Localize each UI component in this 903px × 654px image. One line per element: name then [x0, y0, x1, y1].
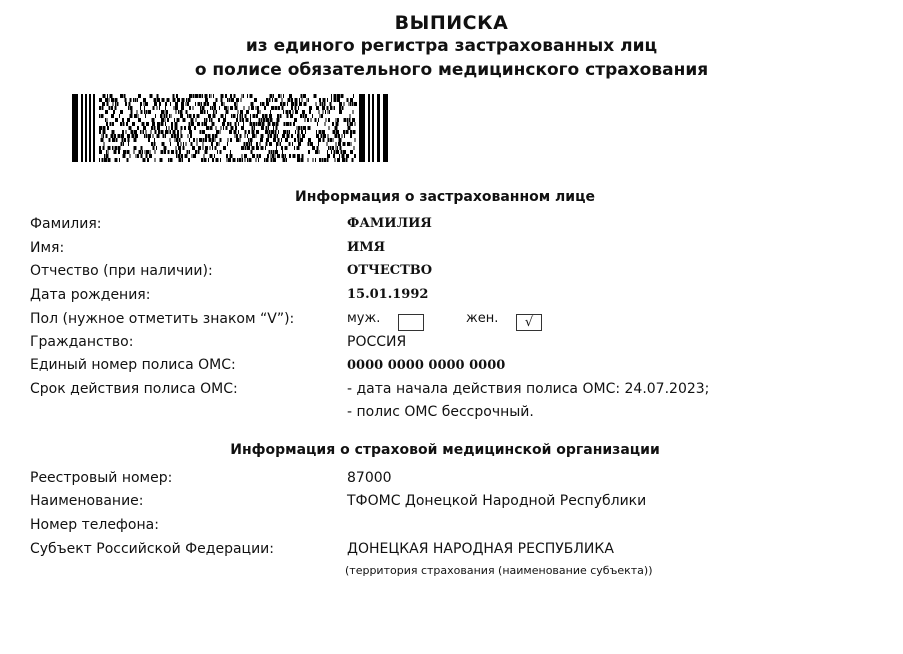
sex-male-label: муж.: [347, 311, 381, 326]
birthdate-label: Дата рождения:: [30, 287, 151, 303]
insurer-name-value: ТФОМС Донецкой Народной Республики: [347, 493, 647, 509]
surname-value: ФАМИЛИЯ: [347, 216, 432, 231]
policy-number-label: Единый номер полиса ОМС:: [30, 357, 236, 373]
citizenship-label: Гражданство:: [30, 334, 134, 350]
patronymic-value: ОТЧЕСТВО: [347, 263, 433, 278]
validity-label: Срок действия полиса ОМС:: [30, 381, 238, 397]
section-title-insurer: Информация о страховой медицинской организации: [230, 442, 660, 458]
title-line-2: из единого регистра застрахованных лиц: [245, 36, 658, 56]
subject-label: Субъект Российской Федерации:: [30, 541, 274, 557]
pdf417-barcode: [72, 94, 388, 162]
birthdate-value: 15.01.1992: [347, 287, 429, 302]
phone-label: Номер телефона:: [30, 517, 159, 533]
subject-value: ДОНЕЦКАЯ НАРОДНАЯ РЕСПУБЛИКА: [347, 541, 614, 557]
surname-label: Фамилия:: [30, 216, 102, 232]
title-vypiska: ВЫПИСКА: [394, 12, 509, 34]
sex-label: Пол (нужное отметить знаком “V”):: [30, 311, 295, 327]
insurer-name-label: Наименование:: [30, 493, 144, 509]
name-value: ИМЯ: [347, 240, 386, 255]
sex-female-label: жен.: [466, 311, 499, 326]
citizenship-value: РОССИЯ: [347, 334, 407, 350]
title-line-3: о полисе обязательного медицинского страхования: [194, 60, 709, 80]
validity-start: - дата начала действия полиса ОМС: 24.07.2023;: [347, 381, 710, 397]
subject-note: (территория страхования (наименование субъекта)): [345, 564, 653, 577]
name-label: Имя:: [30, 240, 65, 256]
section-title-insured: Информация о застрахованном лице: [295, 189, 595, 205]
registry-value: 87000: [347, 470, 392, 486]
policy-number-value: 0000 0000 0000 0000: [347, 358, 506, 373]
sex-female-checkbox[interactable]: √: [516, 314, 542, 331]
validity-unlimited: - полис ОМС бессрочный.: [347, 404, 534, 420]
registry-label: Реестровый номер:: [30, 470, 173, 486]
sex-male-checkbox[interactable]: [398, 314, 424, 331]
patronymic-label: Отчество (при наличии):: [30, 263, 213, 279]
